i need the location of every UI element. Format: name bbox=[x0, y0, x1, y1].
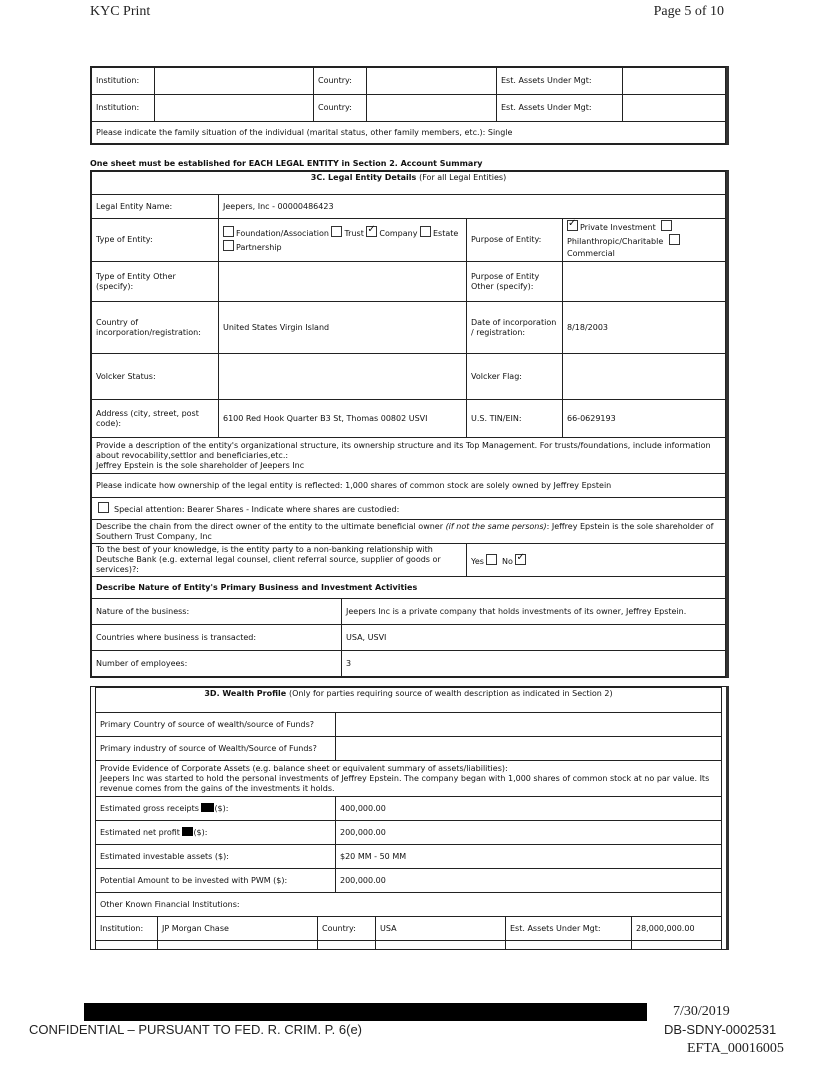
country-incorporation-label: Country of incorporation/registration: bbox=[92, 302, 219, 354]
country-value bbox=[367, 95, 497, 122]
entity-type-options bbox=[219, 219, 467, 262]
checkbox-no[interactable] bbox=[515, 554, 526, 565]
wealth-title-note: (Only for parties requiring source of wealth description as indicated in Section 2) bbox=[289, 689, 613, 698]
institution-row bbox=[96, 917, 722, 941]
primary-country-label: Primary Country of source of wealth/source of Funds? bbox=[96, 713, 336, 737]
option-label: Partnership bbox=[236, 243, 282, 252]
investable-assets-label: Estimated investable assets ($): bbox=[96, 845, 336, 869]
primary-industry-value bbox=[336, 737, 722, 761]
print-header-title: KYC Print bbox=[90, 4, 151, 19]
checkbox-estate[interactable] bbox=[420, 226, 431, 237]
legal-entity-title: 3C. Legal Entity Details bbox=[310, 173, 417, 182]
volcker-status-value bbox=[219, 354, 467, 400]
sheet-note: One sheet must be established for EACH LEGAL ENTITY in Section 2. Account Summary bbox=[90, 159, 483, 168]
institution-value bbox=[155, 95, 314, 122]
family-situation: Please indicate the family situation of the individual (marital status, other family members, etc.): Single bbox=[92, 122, 726, 144]
yes-label: Yes bbox=[471, 556, 484, 566]
checkbox-philanthropic-extra[interactable] bbox=[661, 220, 672, 231]
tin-label: U.S. TIN/EIN: bbox=[467, 400, 563, 438]
primary-industry-label: Primary industry of source of Wealth/Source of Funds? bbox=[96, 737, 336, 761]
checkbox-partnership[interactable] bbox=[223, 240, 234, 251]
gross-receipts-value: 400,000.00 bbox=[336, 797, 722, 821]
option-label: Commercial bbox=[567, 249, 615, 258]
no-label: No bbox=[502, 556, 513, 566]
address-label: Address (city, street, post code): bbox=[92, 400, 219, 438]
institution-value: JP Morgan Chase bbox=[158, 917, 318, 941]
chain-prompt-italic: (if not the same persons) bbox=[445, 521, 547, 531]
corporate-assets-evidence bbox=[96, 761, 722, 797]
yes-no-options bbox=[467, 544, 726, 577]
type-other-label: Type of Entity Other (specify): bbox=[92, 262, 219, 302]
institution-value bbox=[155, 68, 314, 95]
volcker-status-label: Volcker Status: bbox=[92, 354, 219, 400]
evidence-prompt: Provide Evidence of Corporate Assets (e.g. balance sheet or equivalent summary of assets/liabilities): bbox=[100, 763, 508, 773]
purpose-other-label: Purpose of Entity Other (specify): bbox=[467, 262, 563, 302]
org-structure-answer: Jeffrey Epstein is the sole shareholder of Jeepers Inc bbox=[96, 460, 305, 470]
country-label: Country: bbox=[314, 95, 367, 122]
country-label: Country: bbox=[318, 917, 376, 941]
purpose-label: Purpose of Entity: bbox=[467, 219, 563, 262]
option-label: Private Investment bbox=[580, 223, 656, 232]
purpose-options bbox=[563, 219, 726, 262]
redaction-block bbox=[182, 827, 193, 836]
wealth-title-cell bbox=[96, 688, 722, 713]
evidence-answer: Jeepers Inc was started to hold the personal investments of Jeffrey Epstein. The company began with 1,000 shares of common stock at no par value. Its revenue comes from the gains of the investments it holds. bbox=[100, 773, 710, 793]
institution-label: Institution: bbox=[92, 95, 155, 122]
bates-number: DB-SDNY-0002531 bbox=[664, 1022, 777, 1037]
wealth-section bbox=[90, 686, 729, 950]
tin-value: 66-0629193 bbox=[563, 400, 726, 438]
net-profit-value: 200,000.00 bbox=[336, 821, 722, 845]
footer-date: 7/30/2019 bbox=[673, 1004, 730, 1019]
checkbox-trust[interactable] bbox=[331, 226, 342, 237]
checkbox-foundation[interactable] bbox=[223, 226, 234, 237]
entity-name-label: Legal Entity Name: bbox=[92, 195, 219, 219]
date-incorporation-label: Date of incorporation / registration: bbox=[467, 302, 563, 354]
countries-value: USA, USVI bbox=[342, 625, 726, 651]
country-value bbox=[367, 68, 497, 95]
gross-receipts-label bbox=[96, 797, 336, 821]
option-label: Estate bbox=[432, 229, 459, 238]
assets-label: Est. Assets Under Mgt: bbox=[497, 68, 623, 95]
chain-prompt: Describe the chain from the direct owner of the entity to the ultimate beneficial owner bbox=[96, 521, 444, 531]
potential-amount-label: Potential Amount to be invested with PWM ($): bbox=[96, 869, 336, 893]
employees-value: 3 bbox=[342, 651, 726, 677]
checkbox-bearer-shares[interactable] bbox=[98, 502, 109, 513]
institution-row bbox=[92, 95, 726, 122]
entity-type-label: Type of Entity: bbox=[92, 219, 219, 262]
potential-amount-value: 200,000.00 bbox=[336, 869, 722, 893]
confidential-notice: CONFIDENTIAL – PURSUANT TO FED. R. CRIM. P. 6(e) bbox=[29, 1022, 363, 1037]
gross-label-text: Estimated gross receipts bbox=[100, 804, 199, 813]
purpose-other-value bbox=[563, 262, 726, 302]
ownership-chain: Describe the chain from the direct owner of the entity to the ultimate beneficial owner (if not the same persons): Jeffrey Epstein is the sole shareholder of Southern Trust Company, Inc bbox=[92, 520, 726, 544]
institutions-block bbox=[90, 66, 729, 145]
section-title bbox=[92, 172, 726, 195]
option-label: Philanthropic/Charitable bbox=[567, 237, 664, 246]
assets-label: Est. Assets Under Mgt: bbox=[506, 917, 632, 941]
legal-entity-section bbox=[90, 170, 729, 678]
net-profit-label bbox=[96, 821, 336, 845]
countries-label: Countries where business is transacted: bbox=[92, 625, 342, 651]
type-other-value bbox=[219, 262, 467, 302]
nature-value: Jeepers Inc is a private company that holds investments of its owner, Jeffrey Epstein. bbox=[342, 599, 726, 625]
volcker-flag-label: Volcker Flag: bbox=[467, 354, 563, 400]
other-institutions-label: Other Known Financial Institutions: bbox=[96, 893, 722, 917]
efta-number: EFTA_00016005 bbox=[687, 1041, 784, 1056]
net-label-text: Estimated net profit bbox=[100, 828, 180, 837]
employees-label: Number of employees: bbox=[92, 651, 342, 677]
chain-answer: Jeffrey Epstein is the sole shareholder of Southern Trust Company, Inc bbox=[96, 521, 714, 541]
volcker-flag-value bbox=[563, 354, 726, 400]
date-incorporation-value: 8/18/2003 bbox=[563, 302, 726, 354]
net-label-unit: ($): bbox=[193, 828, 208, 837]
country-incorporation-value: United States Virgin Island bbox=[219, 302, 467, 354]
option-label: Foundation/Association bbox=[236, 229, 329, 238]
business-heading: Describe Nature of Entity's Primary Business and Investment Activities bbox=[92, 577, 726, 599]
checkbox-company[interactable] bbox=[366, 226, 377, 237]
institution-row bbox=[92, 68, 726, 95]
institution-label: Institution: bbox=[92, 68, 155, 95]
institution-label: Institution: bbox=[96, 917, 158, 941]
primary-country-value bbox=[336, 713, 722, 737]
entity-name-value: Jeepers, Inc - 00000486423 bbox=[219, 195, 726, 219]
country-value: USA bbox=[376, 917, 506, 941]
org-structure-prompt: Provide a description of the entity's organizational structure, its ownership structure and its Top Management. For trusts/foundations, include information about revocability,settlor and beneficiaries,etc.: bbox=[96, 440, 711, 460]
assets-value bbox=[623, 68, 726, 95]
page-number: Page 5 of 10 bbox=[653, 4, 724, 19]
bearer-shares-text: Special attention: Bearer Shares - Indicate where shares are custodied: bbox=[114, 505, 400, 514]
checkbox-private-investment[interactable] bbox=[567, 220, 578, 231]
checkbox-yes[interactable] bbox=[486, 554, 497, 565]
nature-label: Nature of the business: bbox=[92, 599, 342, 625]
option-label: Trust bbox=[344, 229, 364, 238]
redaction-bar bbox=[84, 1003, 647, 1021]
ownership-text: Please indicate how ownership of the legal entity is reflected: 1,000 shares of common stock are solely owned by Jeffrey Epstein bbox=[92, 474, 726, 498]
org-structure bbox=[92, 438, 726, 474]
redaction-block bbox=[201, 803, 214, 812]
investable-assets-value: $20 MM - 50 MM bbox=[336, 845, 722, 869]
assets-label: Est. Assets Under Mgt: bbox=[497, 95, 623, 122]
assets-value bbox=[623, 95, 726, 122]
country-label: Country: bbox=[314, 68, 367, 95]
assets-value: 28,000,000.00 bbox=[632, 917, 722, 941]
address-value: 6100 Red Hook Quarter B3 St, Thomas 00802 USVI bbox=[219, 400, 467, 438]
option-label: Company bbox=[379, 229, 418, 238]
gross-label-unit: ($): bbox=[214, 804, 229, 813]
checkbox-philanthropic[interactable] bbox=[669, 234, 680, 245]
bearer-shares bbox=[92, 498, 726, 520]
wealth-title: 3D. Wealth Profile bbox=[204, 689, 287, 698]
legal-entity-title-note: (For all Legal Entities) bbox=[419, 173, 507, 182]
non-banking-text: To the best of your knowledge, is the entity party to a non-banking relationship with Deutsche Bank (e.g. external legal counsel, client referral source, supplier of goods or services)?: bbox=[92, 544, 467, 577]
